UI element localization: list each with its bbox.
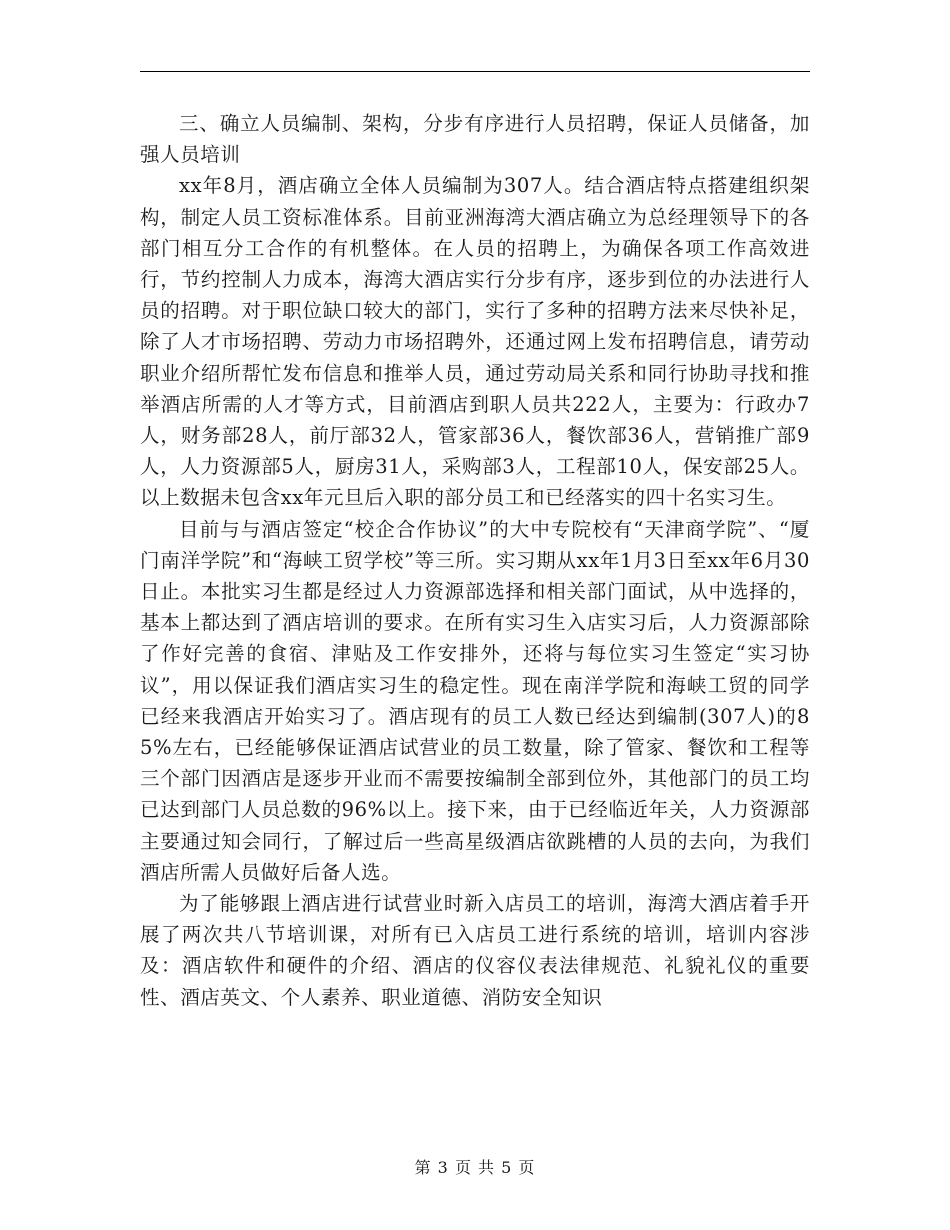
page-number-label: 第 3 页 共 5 页 — [414, 1158, 536, 1177]
document-body — [140, 108, 810, 1013]
page-footer — [0, 1155, 950, 1178]
staffing-paragraph: xx年8月，酒店确立全体人员编制为307人。结合酒店特点搭建组织架构，制定人员工资标准体系。目前亚洲海湾大酒店确立为总经理领导下的各部门相互分工合作的有机整体。在人员的招聘上，为确保各项工作高效进行，节约控制人力成本，海湾大酒店实行分步有序，逐步到位的办法进行人员的招聘。对于职位缺口较大的部门，实行了多种的招聘方法来尽快补足，除了人才市场招聘、劳动力市场招聘外，还通过网上发布招聘信息，请劳动职业介绍所帮忙发布信息和推举人员，通过劳动局关系和同行协助寻找和推举酒店所需的人才等方式，目前酒店到职人员共222人，主要为：行政办7人，财务部28人，前厅部32人，管家部36人，餐饮部36人，营销推广部9人，人力资源部5人，厨房31人，采购部3人，工程部10人，保安部25人。以上数据未包含xx年元旦后入职的部分员工和已经落实的四十名实习生。 — [140, 174, 810, 510]
header-rule — [140, 71, 810, 72]
training-paragraph: 为了能够跟上酒店进行试营业时新入店员工的培训，海湾大酒店着手开展了两次共八节培训课，对所有已入店员工进行系统的培训，培训内容涉及：酒店软件和硬件的介绍、酒店的仪容仪表法律规范、礼貌礼仪的重要性、酒店英文、个人素养、职业道德、消防安全知识 — [140, 892, 810, 1009]
section-heading-paragraph: 三、确立人员编制、架构，分步有序进行人员招聘，保证人员储备，加强人员培训 — [140, 112, 810, 167]
internship-paragraph: 目前与与酒店签定“校企合作协议”的大中专院校有“天津商学院”、“厦门南洋学院”和“海峡工贸学校”等三所。实习期从xx年1月3日至xx年6月30日止。本批实习生都是经过人力资源部选择和相关部门面试，从中选择的，基本上都达到了酒店培训的要求。在所有实习生入店实习后，人力资源部除了作好完善的食宿、津贴及工作安排外，还将与每位实习生签定“实习协议”，用以保证我们酒店实习生的稳定性。现在南洋学院和海峡工贸的同学已经来我酒店开始实习了。酒店现有的员工人数已经达到编制(307人)的85%左右，已经能够保证酒店试营业的员工数量，除了管家、餐饮和工程等三个部门因酒店是逐步开业而不需要按编制全部到位外，其他部门的员工均已达到部门人员总数的96%以上。接下来，由于已经临近年关，人力资源部主要通过知会同行，了解过后一些高星级酒店欲跳槽的人员的去向，为我们酒店所需人员做好后备人选。 — [140, 517, 810, 884]
